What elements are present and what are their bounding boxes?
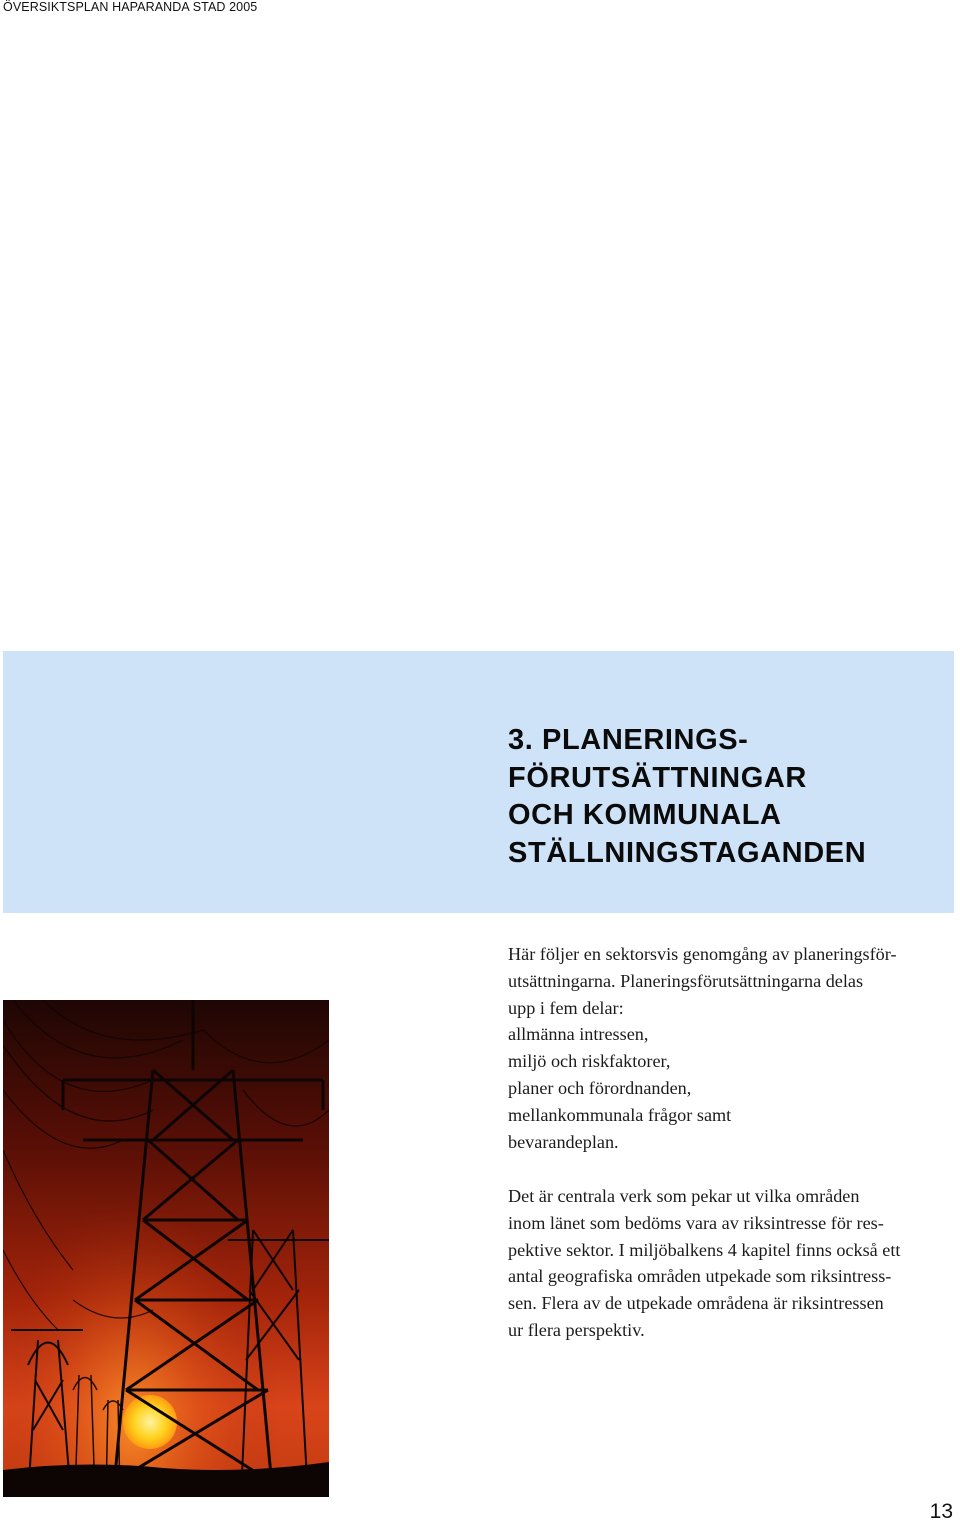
intro-line: bevarandeplan. [508, 1131, 619, 1152]
intro-line: Här följer en sektorsvis genomgång av planeringsför- [508, 944, 897, 964]
intro-paragraph [508, 941, 954, 1155]
chapter-title-line: STÄLLNINGSTAGANDEN [508, 836, 867, 869]
chapter-title-line: 3. PLANERINGS- [508, 724, 749, 756]
chapter-title-line: OCH KOMMUNALA [508, 799, 782, 831]
body-line: Det är centrala verk som pekar ut vilka områden [508, 1186, 860, 1206]
chapter-title-line: FÖRUTSÄTTNINGAR [508, 761, 807, 794]
intro-line: upp i fem delar: [508, 997, 624, 1018]
body-line: pektive sektor. I miljöbalkens 4 kapitel finns också ett [508, 1239, 901, 1260]
intro-line: planer och förordnanden, [508, 1077, 692, 1098]
body-paragraph [508, 1183, 954, 1344]
body-line: sen. Flera av de utpekade områdena är riksintressen [508, 1293, 884, 1314]
intro-line: allmänna intressen, [508, 1024, 649, 1045]
body-line: antal geografiska områden utpekade som riksintress- [508, 1266, 892, 1287]
intro-line: utsättningarna. Planeringsförutsättningarna delas [508, 970, 864, 991]
body-line: ur flera perspektiv. [508, 1319, 645, 1340]
running-header: ÖVERSIKTSPLAN HAPARANDA STAD 2005 [3, 0, 258, 14]
intro-line: miljö och riskfaktorer, [508, 1051, 671, 1072]
photo-graphic [3, 1000, 329, 1497]
chapter-title [508, 722, 866, 872]
intro-line: mellankommunala frågor samt [508, 1104, 732, 1125]
body-line: inom länet som bedöms vara av riksintresse för res- [508, 1212, 884, 1233]
page-number: 13 [929, 1500, 953, 1523]
power-lines-sunset-photo [3, 1000, 329, 1497]
